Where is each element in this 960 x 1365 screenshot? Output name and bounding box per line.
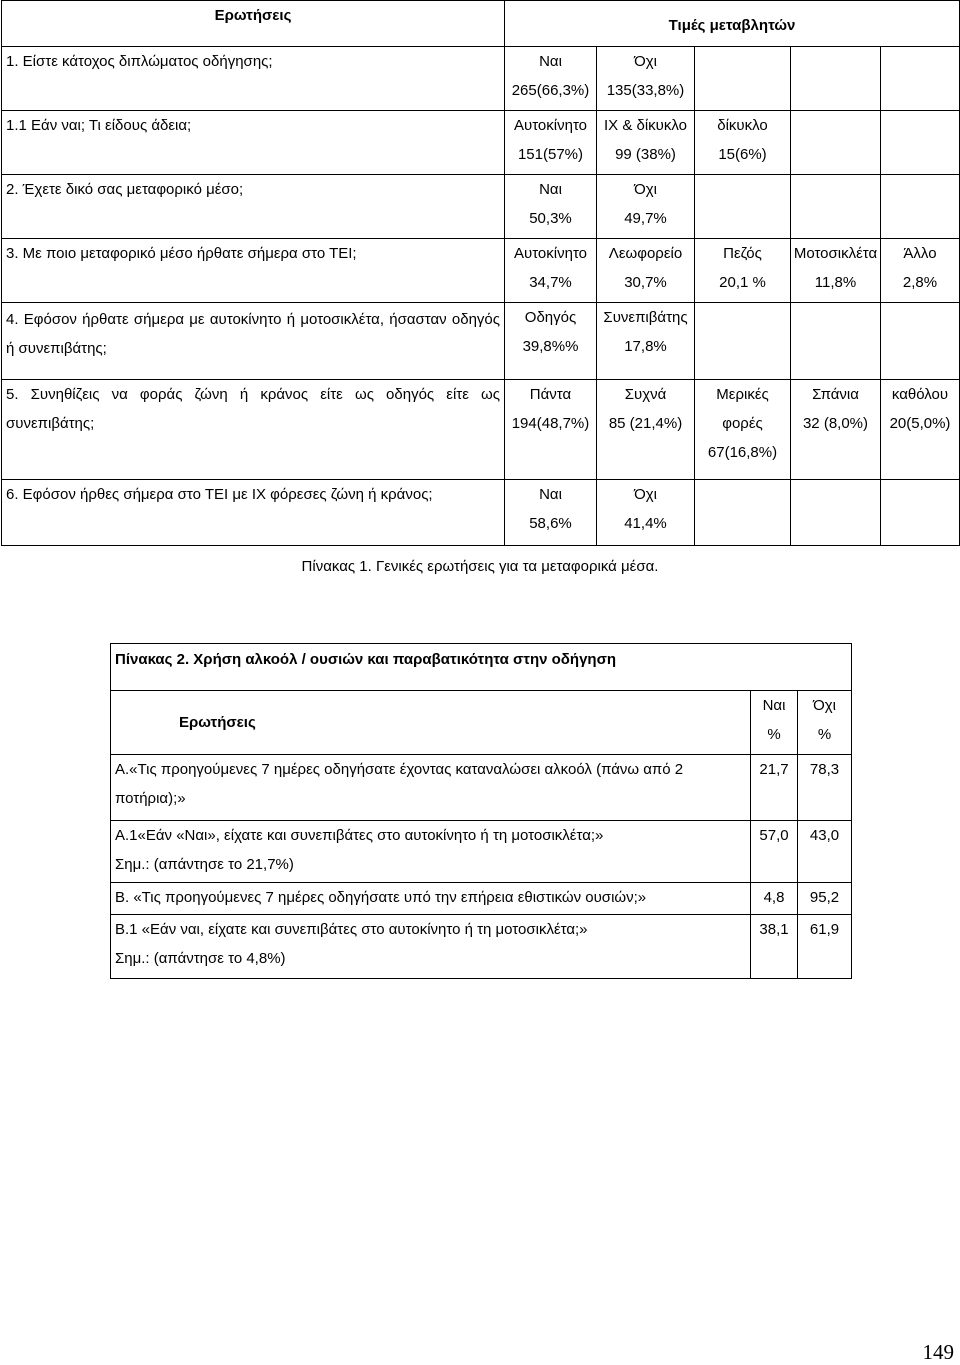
percent-no-cell: 78,3 (798, 755, 852, 821)
question-cell: Α.1«Εάν «Ναι», είχατε και συνεπιβάτες στο αυτοκίνητο ή τη μοτοσικλέτα;» Σημ.: (απάντησε το 21,7%) (111, 821, 751, 883)
value-cell (881, 111, 960, 175)
value-cell (695, 175, 791, 239)
table2-header-yes: Ναι % (751, 691, 798, 755)
table-row (111, 915, 852, 979)
value-cell: Ναι 58,6% (505, 480, 597, 546)
value-cell (791, 111, 881, 175)
value-cell (791, 47, 881, 111)
value-cell: Λεωφορείο 30,7% (597, 239, 695, 303)
table-row (2, 175, 960, 239)
table-general-questions (1, 0, 960, 546)
value-cell: Μοτοσικλέτα 11,8% (791, 239, 881, 303)
percent-no-cell: 61,9 (798, 915, 852, 979)
table-row (2, 239, 960, 303)
value-cell: Πάντα 194(48,7%) (505, 380, 597, 480)
table2-title: Πίνακας 2. Χρήση αλκοόλ / ουσιών και παραβατικότητα στην οδήγηση (111, 644, 852, 691)
value-cell: Ναι 265(66,3%) (505, 47, 597, 111)
value-cell (881, 175, 960, 239)
value-cell: ΙΧ & δίκυκλο 99 (38%) (597, 111, 695, 175)
header-values: Τιμές μεταβλητών (505, 1, 960, 47)
value-cell (791, 175, 881, 239)
table-row (111, 821, 852, 883)
value-cell: Πεζός 20,1 % (695, 239, 791, 303)
value-cell (881, 303, 960, 380)
page-number: 149 (922, 1340, 954, 1364)
table1-caption: Πίνακας 1. Γενικές ερωτήσεις για τα μεταφορικά μέσα. (301, 558, 659, 575)
question-cell: 6. Εφόσον ήρθες σήμερα στο ΤΕΙ με ΙΧ φόρεσες ζώνη ή κράνος; (2, 480, 505, 546)
value-cell (695, 480, 791, 546)
question-cell: 1. Είστε κάτοχος διπλώματος οδήγησης; (2, 47, 505, 111)
table-row (111, 883, 852, 915)
question-cell: 1.1 Εάν ναι; Τι είδους άδεια; (2, 111, 505, 175)
table-alcohol-substances (110, 643, 852, 979)
percent-no-cell: 95,2 (798, 883, 852, 915)
question-cell: 4. Εφόσον ήρθατε σήμερα με αυτοκίνητο ή μοτοσικλέτα, ήσασταν οδηγός ή συνεπιβάτης; (2, 303, 505, 380)
value-cell (881, 47, 960, 111)
value-cell (695, 303, 791, 380)
value-cell: Συχνά 85 (21,4%) (597, 380, 695, 480)
value-cell: Όχι 49,7% (597, 175, 695, 239)
value-cell (791, 480, 881, 546)
question-cell: 5. Συνηθίζεις να φοράς ζώνη ή κράνος είτε ως οδηγός είτε ως συνεπιβάτης; (2, 380, 505, 480)
percent-yes-cell: 38,1 (751, 915, 798, 979)
value-cell (791, 303, 881, 380)
header-questions: Ερωτήσεις (2, 1, 505, 47)
question-cell: 2. Έχετε δικό σας μεταφορικό μέσο; (2, 175, 505, 239)
percent-yes-cell: 57,0 (751, 821, 798, 883)
value-cell (695, 47, 791, 111)
value-cell: Άλλο 2,8% (881, 239, 960, 303)
value-cell: καθόλου 20(5,0%) (881, 380, 960, 480)
table2-header-questions: Ερωτήσεις (111, 691, 751, 755)
percent-no-cell: 43,0 (798, 821, 852, 883)
question-cell: Β.1 «Εάν ναι, είχατε και συνεπιβάτες στο αυτοκίνητο ή τη μοτοσικλέτα;» Σημ.: (απάντησε το 4,8%) (111, 915, 751, 979)
table-row (2, 303, 960, 380)
value-cell: Αυτοκίνητο 151(57%) (505, 111, 597, 175)
question-cell: Β. «Τις προηγούμενες 7 ημέρες οδηγήσατε υπό την επήρεια εθιστικών ουσιών;» (111, 883, 751, 915)
value-cell: Όχι 41,4% (597, 480, 695, 546)
percent-yes-cell: 4,8 (751, 883, 798, 915)
value-cell (881, 480, 960, 546)
value-cell: Ναι 50,3% (505, 175, 597, 239)
question-cell: Α.«Τις προηγούμενες 7 ημέρες οδηγήσατε έχοντας καταναλώσει αλκοόλ (πάνω από 2 ποτήρια);» (111, 755, 751, 821)
question-cell: 3. Με ποιο μεταφορικό μέσο ήρθατε σήμερα στο ΤΕΙ; (2, 239, 505, 303)
table-row (2, 111, 960, 175)
value-cell: Μερικές φορές 67(16,8%) (695, 380, 791, 480)
value-cell: Σπάνια 32 (8,0%) (791, 380, 881, 480)
value-cell: Οδηγός 39,8%% (505, 303, 597, 380)
table2-header-no: Όχι % (798, 691, 852, 755)
table-row (2, 480, 960, 546)
percent-yes-cell: 21,7 (751, 755, 798, 821)
value-cell: Αυτοκίνητο 34,7% (505, 239, 597, 303)
table-row (2, 47, 960, 111)
value-cell: Όχι 135(33,8%) (597, 47, 695, 111)
value-cell: Συνεπιβάτης 17,8% (597, 303, 695, 380)
table-row (2, 380, 960, 480)
table-row (111, 755, 852, 821)
value-cell: δίκυκλο 15(6%) (695, 111, 791, 175)
